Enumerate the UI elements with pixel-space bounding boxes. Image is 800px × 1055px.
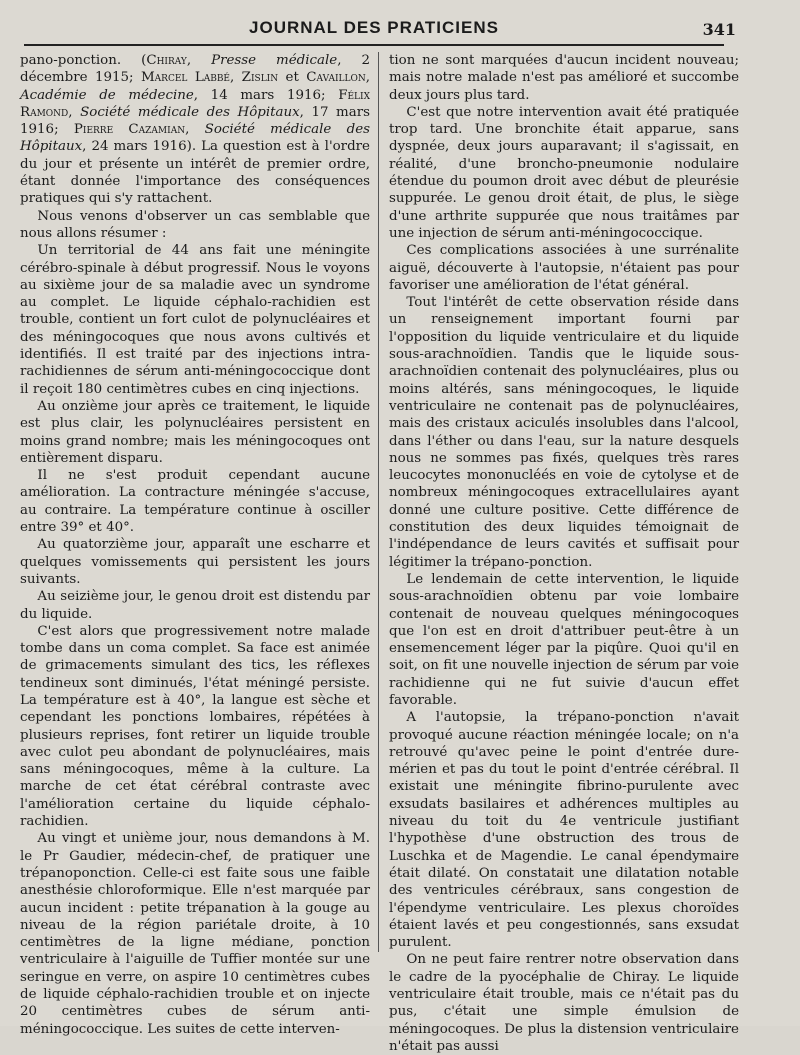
text-run: pano-ponction. ( — [20, 53, 147, 68]
text-run: , 2 décembre 1915; — [20, 53, 370, 86]
left-column — [20, 52, 371, 1037]
paragraph: Ces complications associées à une surrénalite aiguë, découverte à l'autopsie, n'étaient pas pour favoriser une amélioration de l'état général. — [389, 243, 739, 293]
author-cavaillon: Cavaillon — [306, 70, 366, 86]
text-run: et — [278, 70, 307, 86]
text-run: , — [68, 104, 81, 120]
text-run: , — [186, 53, 212, 68]
journal-societe-hopitaux: Société médicale des Hôpitaux — [80, 104, 300, 120]
paragraph: Il ne s'est produit cependant aucune amélioration. La contracture méningée s'accuse, au contraire. La température continue à osciller entre 39° et 40°. — [20, 468, 370, 536]
paragraph: C'est alors que progressivement notre malade tombe dans un coma complet. Sa face est animée de grimacements simulant des tics, les réflexes tendineux sont diminués, l'état méningé persiste. La température est à 40°, la langue est sèche et cependant les ponctions lombaires, répétées à plusieurs reprises, font retirer un liquide trouble avec culot peu abondant de polynucléaires, mais sans méningocoques, même à la culture. La marche de cet état cérébral contraste avec l'amélioration certaine du liquide céphalo-rachidien. — [20, 623, 370, 830]
paragraph-references — [20, 52, 370, 208]
paragraph: Au seizième jour, le genou droit est distendu par du liquide. — [20, 589, 370, 622]
paragraph: Nous venons d'observer un cas semblable que nous allons résumer : — [20, 208, 370, 241]
text-run: , 24 mars 1916). La question est à l'ordre du jour et présente un intérêt de premier ordre, étant donnée l'importance des conséquences pratiques qui s'y rattachent. — [20, 139, 370, 207]
text-run: , — [365, 70, 371, 86]
column-divider — [378, 52, 379, 952]
paragraph: Tout l'intérêt de cette observation réside dans un renseignement important fourni par l'opposition du liquide ventriculaire et du liquide sous-arachnoïdien. Tandis que le liquide sous-arachnoïdien contenait des polynucléaires, plus ou moins altérés, sans méningocoques, le liquide ventriculaire ne contenait pas de polynucléaires, mais des cristaux aciculés insolubles dans l'alcool, dans l'éther ou dans l'eau, sur la nature desquels nous ne sommes pas fixés, quelques très rares leucocytes mononucléés en voie de cytolyse et de nombreux méningocoques extracellulaires ayant donné une culture positive. Cette différence de constitution des deux liquides témoignait de l'indépendance de leurs cavités et suffisait pour légitimer la trépano-ponction. — [389, 295, 739, 570]
page-number: 341 — [702, 20, 736, 39]
text-run: , 14 mars 1916; — [193, 87, 339, 103]
paragraph: Au quatorzième jour, apparaît une escharre et quelques vomissements qui persistent les jours suivants. — [20, 537, 370, 587]
author-chiray: Chiray — [146, 53, 187, 68]
paragraph: Au vingt et unième jour, nous demandons à M. le Pr Gaudier, médecin-chef, de pratiquer une trépanoponction. Celle-ci est faite sous une faible anesthésie chloroformique. Elle n'est marquée par aucun incident : petite trépanation à la gouge au niveau de la région pariétale droite, à 10 centimètres de la ligne médiane, ponction ventriculaire à l'aiguille de Tuffier montée sur une seringue en verre, on aspire 10 centimètres cubes de liquide céphalo-rachidien trouble et on injecte 20 centimètres cubes de sérum anti-méningococcique. Les suites de cette interven- — [20, 831, 370, 1037]
paragraph: Au onzième jour après ce traitement, le liquide est plus clair, les polynucléaires persistent en moins grand nombre; mais les méningocoques ont entièrement disparu. — [20, 398, 370, 466]
text-run: , 17 mars 1916; — [20, 104, 371, 138]
journal-presse-medicale: Presse médicale — [211, 53, 338, 68]
paragraph: Un territorial de 44 ans fait une méningite cérébro-spinale à début progressif. Nous le voyons au sixième jour de sa maladie avec un syndrome au complet. Le liquide céphalo-rachidien est trouble, contient un fort culot de polynucléaires et des méningocoques que nous avons cultivés et identifiés. Il est traité par des injections intra-rachidiennes de sérum anti-méningococcique dont il reçoit 180 centimètres cubes en cinq injections. — [20, 243, 370, 397]
author-labbe-zislin: Marcel Labbé, Zislin — [140, 70, 279, 86]
journal-academie: Académie de médecine — [20, 87, 194, 103]
author-cazamian: Pierre Cazamian — [73, 122, 186, 138]
paragraph: A l'autopsie, la trépano-ponction n'avait provoqué aucune réaction méningée locale; on n'a retrouvé qu'avec peine le point d'entrée dure-mérien et pas du tout le point d'entrée cérébral. Il existait une méningite fibrino-purulente avec exsudats basilaires et adhérences multiples au niveau du toit du 4e ventricule justifiant l'hypothèse d'une obstruction des trous de Luschka et de Magendie. Le canal épendymaire était dilaté. On constatait une dilatation notable des ventricules cérébraux, sans congestion de l'épendyme ventriculaire. Les plexus choroïdes étaient lavés et peu congestionnés, sans exsudat purulent. — [389, 710, 739, 951]
page-header — [24, 14, 736, 46]
paragraph: C'est que notre intervention avait été pratiquée trop tard. Une bronchite était apparue, sans dyspnée, deux jours auparavant; il s'agissait, en réalité, d'une broncho-pneumonie nodulaire étendue du poumon droit avec début de pleurésie suppurée. Le genou droit était, de plus, le siège d'une arthrite suppurée que nous traitâmes par une injection de sérum anti-méningococcique. — [389, 104, 739, 241]
paragraph: Le lendemain de cette intervention, le liquide sous-arachnoïdien obtenu par voie lombaire contenait de nouveau quelques méningocoques que l'on est en droit d'attribuer peut-être à un ensemencement léger par la piqûre. Quoi qu'il en soit, on fit une nouvelle injection de sérum par voie rachidienne qui ne fut suivie d'aucun effet favorable. — [389, 571, 739, 708]
paragraph: tion ne sont marquées d'aucun incident nouveau; mais notre malade n'est pas amélioré et succombe deux jours plus tard. — [389, 53, 739, 103]
paragraph: On ne peut faire rentrer notre observation dans le cadre de la pyocéphalie de Chiray. Le liquide ventriculaire était trouble, mais ce n'était pas du pus, c'était une simple émulsion de méningocoques. De plus la distension ventriculaire n'était pas aussi — [389, 952, 739, 1054]
journal-title: JOURNAL DES PRATICIENS — [249, 18, 499, 37]
journal-societe-hopitaux: Société médicale des Hôpitaux — [20, 122, 370, 155]
right-column — [389, 52, 739, 1054]
text-run: , — [185, 122, 205, 138]
author-ramond: Félix Ramond — [20, 87, 370, 120]
